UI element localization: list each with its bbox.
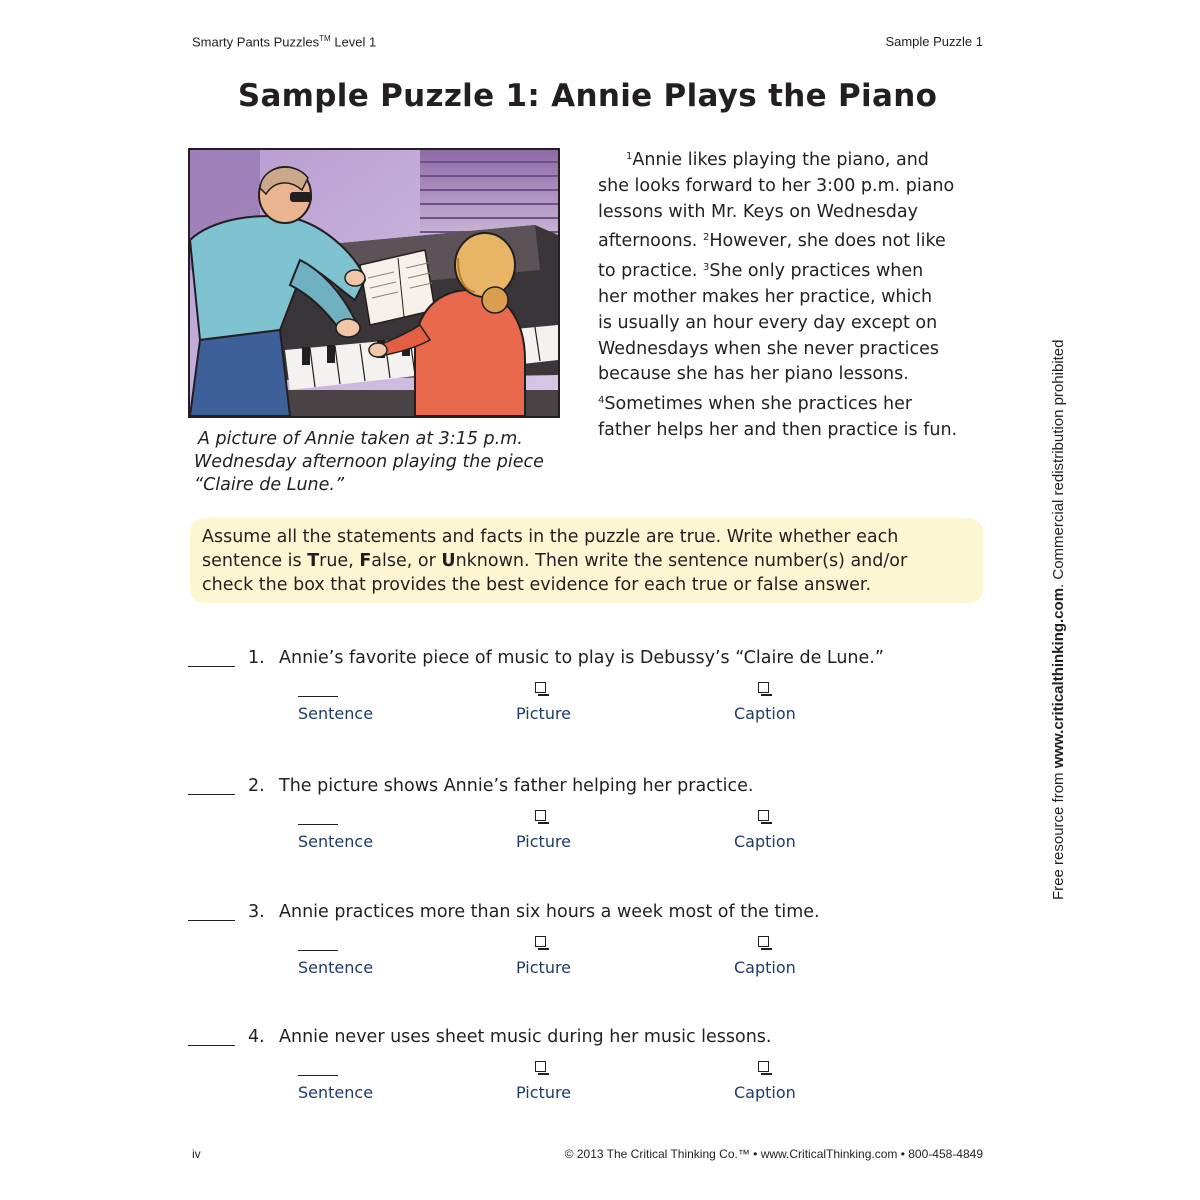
footer-copyright: © 2013 The Critical Thinking Co.™ • www.CriticalThinking.com • 800-458-4849 <box>564 1147 983 1161</box>
sentence-number-blank[interactable] <box>298 696 338 697</box>
copyright-side-note: Free resource from www.criticalthinking.com. Commercial redistribution prohibited <box>1050 339 1067 900</box>
picture-checkbox[interactable] <box>535 810 546 821</box>
sentence-label: Sentence <box>298 832 374 851</box>
caption-checkbox[interactable] <box>758 682 769 693</box>
caption-checkbox[interactable] <box>758 810 769 821</box>
caption-label: Caption <box>734 704 796 723</box>
sentence-label: Sentence <box>298 958 374 977</box>
picture-label: Picture <box>516 958 572 977</box>
story-text: $^1$Annie likes playing the piano, and she looks forward to her 3:00 p.m. piano lessons with Mr. Keys on Wednesday afternoons. $^2$However, she does not like to practice. $^3$She only practices when her mother makes her practice, which is usually an hour every day except on Wednesdays when she never practices because she has her piano lessons. $^4$Sometimes when she practices her father helps her and then practice is fun. <box>598 150 958 440</box>
caption-label: Caption <box>734 1083 796 1102</box>
answer-blank[interactable] <box>188 666 235 667</box>
sentence-number-blank[interactable] <box>298 950 338 951</box>
picture-checkbox[interactable] <box>535 1061 546 1072</box>
caption-checkbox[interactable] <box>758 936 769 947</box>
instructions-box: Assume all the statements and facts in the puzzle are true. Write whether each sentence is True, False, or Unknown. Then write the sentence number(s) and/or check the box that provides the best evidence for each true or false answer. <box>190 518 983 603</box>
piano-illustration <box>188 148 560 418</box>
header-right: Sample Puzzle 1 <box>885 34 983 49</box>
header-left: Smarty Pants Puzzles™ Level 1 <box>192 34 377 50</box>
picture-checkbox[interactable] <box>535 682 546 693</box>
sentence-label: Sentence <box>298 704 374 723</box>
sentence-number-blank[interactable] <box>298 1075 338 1076</box>
answer-blank[interactable] <box>188 920 235 921</box>
answer-blank[interactable] <box>188 794 235 795</box>
picture-checkbox[interactable] <box>535 936 546 947</box>
picture-label: Picture <box>516 1083 572 1102</box>
caption-label: Caption <box>734 958 796 977</box>
page-number: iv <box>192 1147 201 1161</box>
picture-label: Picture <box>516 704 572 723</box>
sentence-label: Sentence <box>298 1083 374 1102</box>
caption-label: Caption <box>734 832 796 851</box>
picture-caption: A picture of Annie taken at 3:15 p.m. Wednesday afternoon playing the piece “Claire de Lune.” <box>194 429 544 495</box>
sentence-number-blank[interactable] <box>298 824 338 825</box>
picture-label: Picture <box>516 832 572 851</box>
caption-checkbox[interactable] <box>758 1061 769 1072</box>
page-title: Sample Puzzle 1: Annie Plays the Piano <box>237 78 938 114</box>
answer-blank[interactable] <box>188 1045 235 1046</box>
